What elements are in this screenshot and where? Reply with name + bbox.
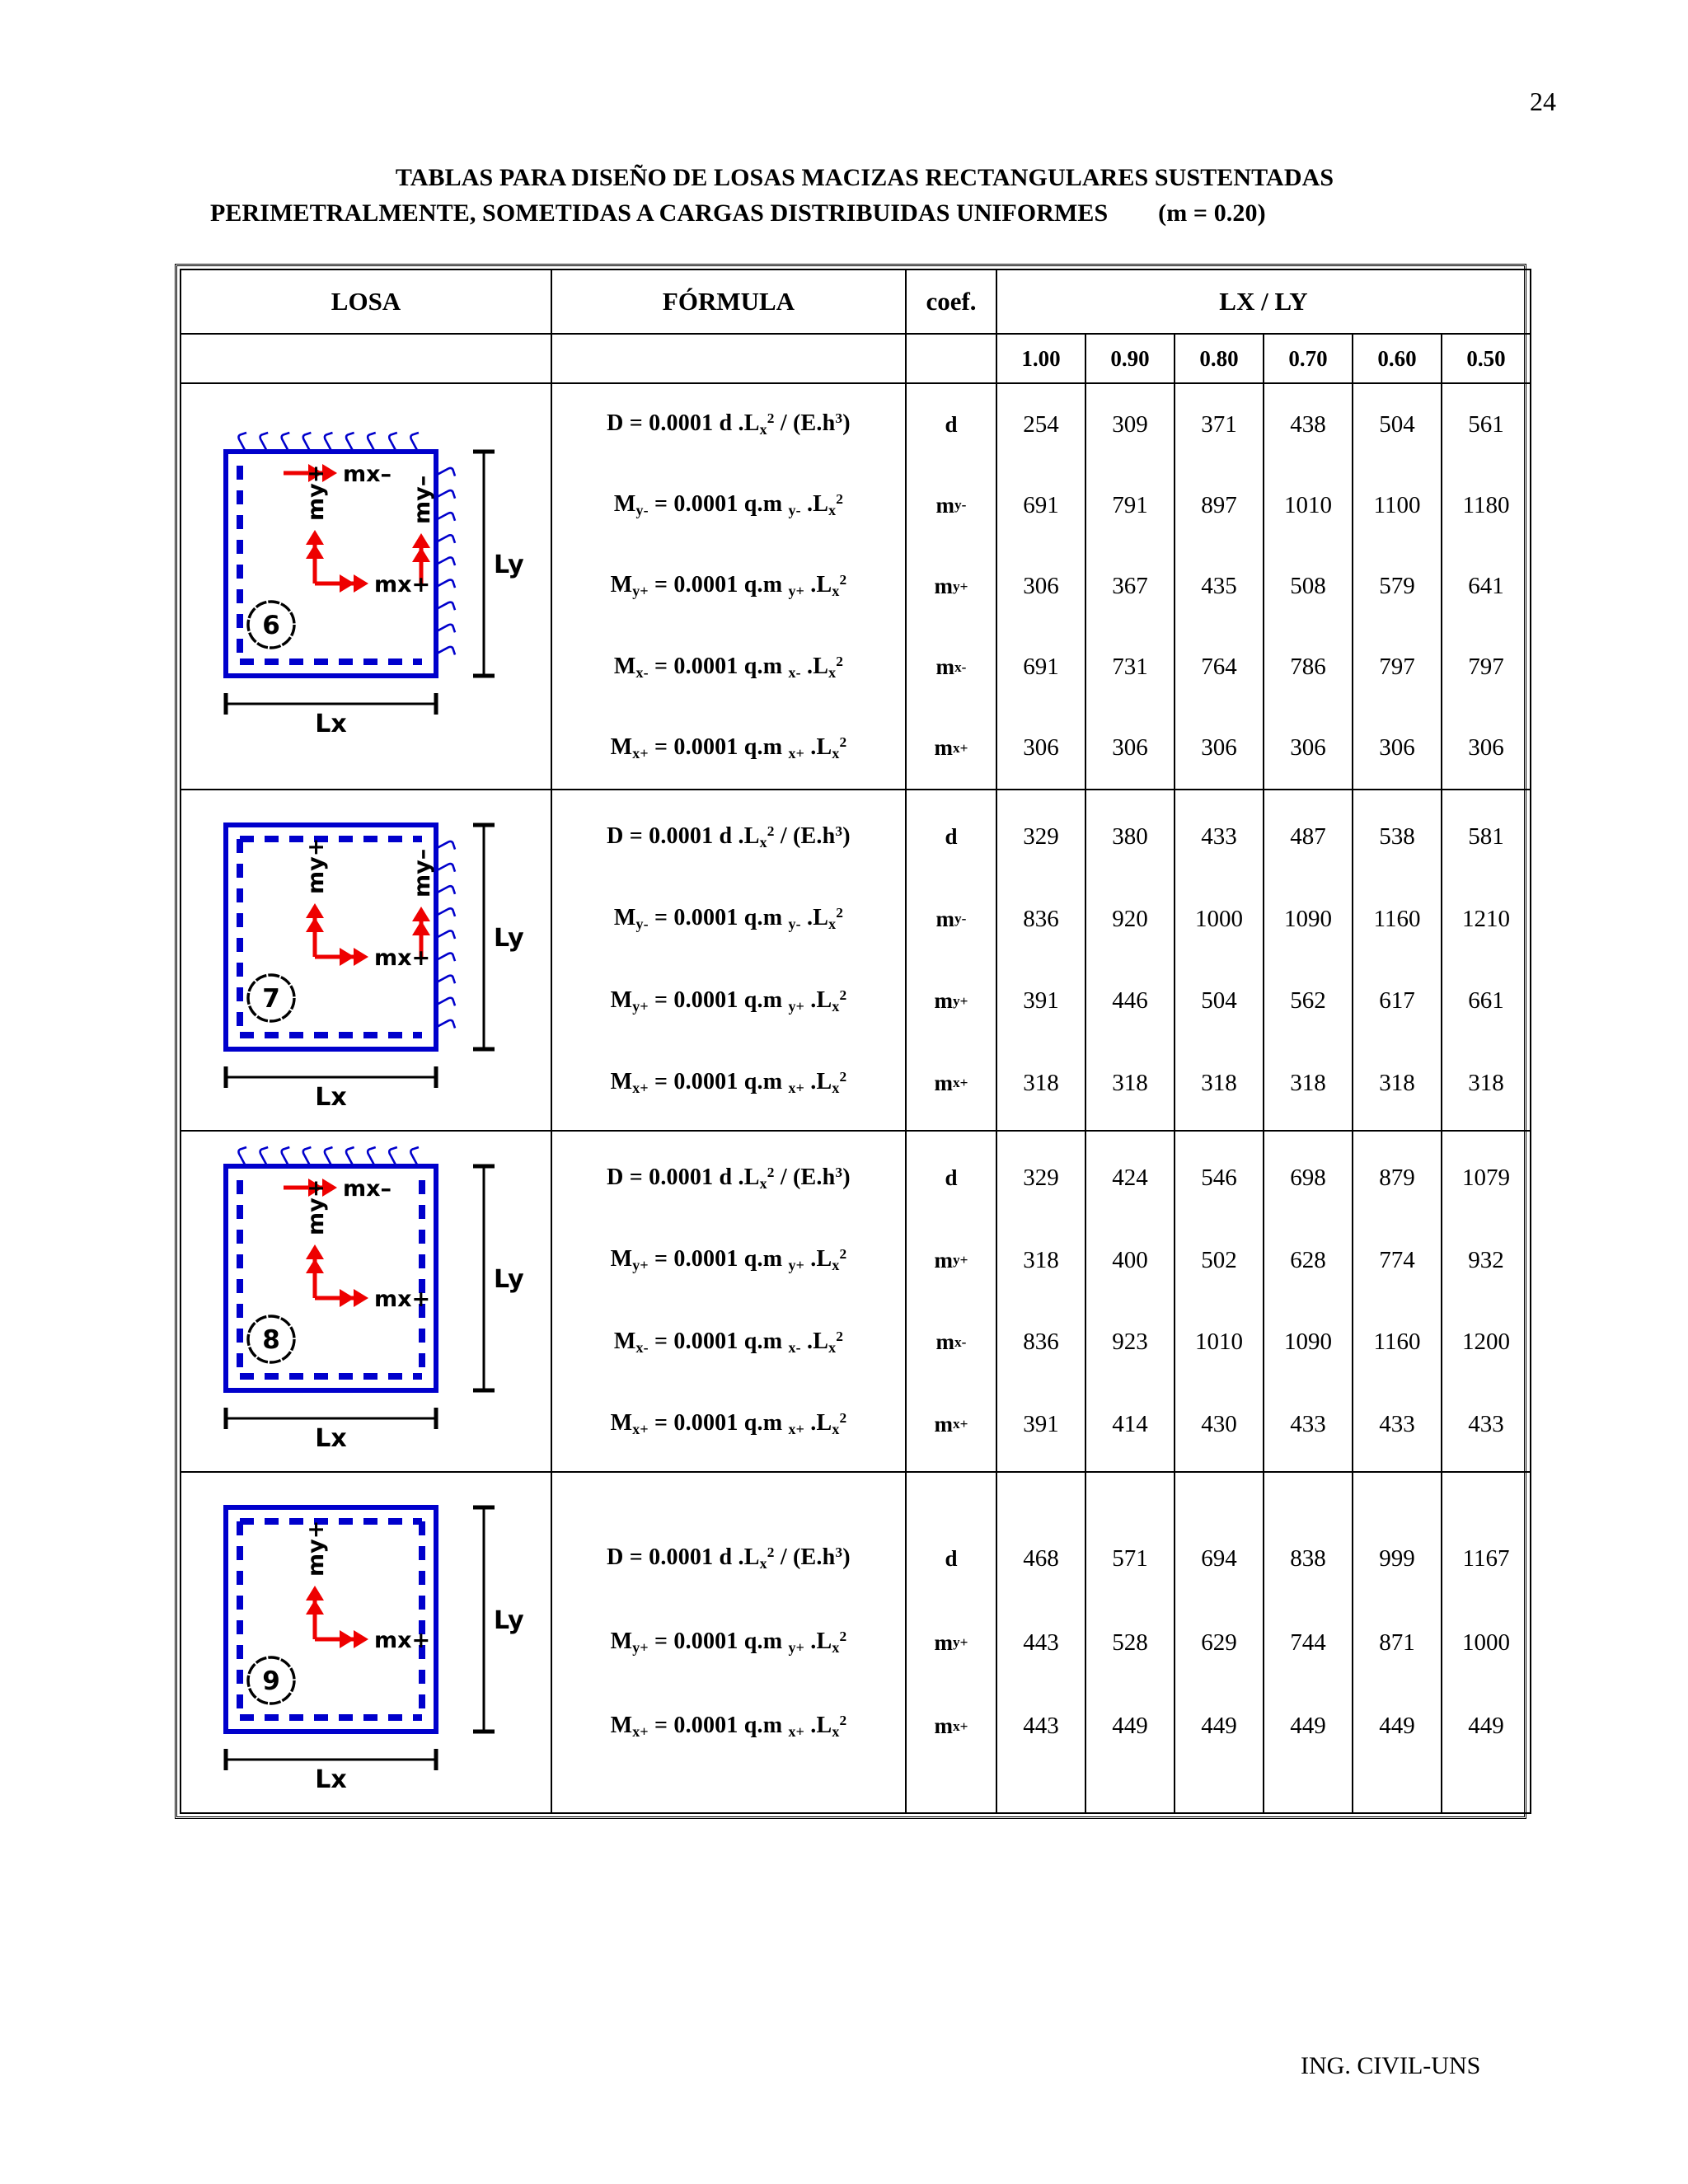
value-cell: 641	[1468, 573, 1504, 599]
value-cell: 430	[1201, 1410, 1237, 1437]
table-body	[181, 383, 1531, 1813]
formula-row	[552, 1137, 905, 1220]
value-cell: 449	[1379, 1713, 1415, 1740]
svg-text:Ly: Ly	[494, 1265, 524, 1294]
value-column-0.80	[1175, 790, 1264, 1131]
value-column-0.50	[1442, 790, 1531, 1131]
footer-text: ING. CIVIL-UNS	[1301, 2052, 1481, 2079]
header-row-main	[181, 269, 1531, 334]
value-column-0.70	[1264, 790, 1353, 1131]
formula-row	[552, 1517, 905, 1601]
value-cell: 306	[1023, 734, 1059, 762]
header-ratio-5: 0.60	[1353, 334, 1442, 383]
value-cell: 435	[1201, 573, 1237, 599]
value-column-0.50	[1442, 383, 1531, 790]
slab-diagram-cell-9	[181, 1472, 551, 1813]
slab-diagram-6	[193, 417, 539, 757]
value-column-0.60	[1353, 790, 1442, 1131]
value-cell: 744	[1290, 1629, 1326, 1656]
value-cell: 449	[1112, 1713, 1148, 1740]
value-cell: 764	[1201, 654, 1237, 681]
value-cell: 871	[1379, 1629, 1415, 1656]
value-cell: 1079	[1462, 1165, 1510, 1192]
coefficient-label: m y-	[935, 492, 967, 518]
formula-text: $M_{y+} = 0.0001$ q.m $_{y+}$ $.L_x^2$	[610, 572, 847, 600]
coefficient-label: m x+	[934, 1713, 968, 1739]
value-cell: 391	[1023, 987, 1059, 1015]
formula-cell	[551, 790, 906, 1131]
slab-case-row	[181, 1472, 1531, 1813]
page-number: 24	[1530, 87, 1556, 116]
title-line-1: TABLAS PARA DISEÑO DE LOSAS MACIZAS RECTANGULARES SUSTENTADAS	[395, 164, 1334, 191]
value-cell: 318	[1290, 1069, 1326, 1096]
document-title	[210, 161, 1496, 231]
coefficient-label: d	[945, 411, 958, 437]
value-cell: 797	[1379, 654, 1415, 681]
formula-row	[552, 1043, 905, 1125]
coefficient-label: m y-	[935, 906, 967, 931]
value-column-0.50	[1442, 1472, 1531, 1813]
value-cell: 329	[1023, 1165, 1059, 1192]
value-cell: 367	[1112, 573, 1148, 599]
value-column-0.90	[1085, 1472, 1175, 1813]
coefficient-label: m x+	[934, 1411, 968, 1436]
formula-text: D = 0.0001 d $.L_x^2 / (E.h^3)$	[607, 1164, 851, 1192]
svg-text:my+: my+	[303, 837, 329, 894]
value-cell: 306	[1112, 734, 1148, 762]
value-cell: 562	[1290, 987, 1326, 1015]
svg-text:my+: my+	[303, 1179, 329, 1235]
value-cell: 581	[1468, 823, 1504, 851]
coefficient-label: d	[945, 824, 958, 850]
value-cell: 1100	[1373, 491, 1421, 518]
coefficient-label: m x-	[935, 1329, 967, 1355]
coefficient-cell	[906, 790, 996, 1131]
value-cell: 449	[1201, 1713, 1237, 1740]
value-cell: 528	[1112, 1629, 1148, 1656]
formula-text: $M_{y+} = 0.0001$ q.m $_{y+}$ $.L_x^2$	[610, 987, 847, 1015]
value-cell: 1160	[1373, 905, 1421, 932]
value-cell: 1160	[1373, 1329, 1421, 1356]
formula-text: $M_{x+} = 0.0001$ q.m $_{x+}$ $.L_x^2$	[610, 1410, 847, 1438]
value-cell: 318	[1468, 1069, 1504, 1096]
value-cell: 1010	[1284, 491, 1332, 518]
slab-diagram-cell-6	[181, 383, 551, 790]
value-cell: 923	[1112, 1329, 1148, 1356]
value-cell: 446	[1112, 987, 1148, 1015]
value-cell: 443	[1023, 1713, 1059, 1740]
coefficient-label: m x+	[934, 1070, 968, 1095]
value-column-1.00	[996, 790, 1085, 1131]
formula-text: D = 0.0001 d $.L_x^2 / (E.h^3)$	[607, 823, 851, 851]
value-cell: 400	[1112, 1246, 1148, 1273]
coefficient-label: m y+	[934, 1629, 968, 1655]
header-losa-blank	[181, 334, 551, 383]
value-cell: 661	[1468, 987, 1504, 1015]
svg-text:Ly: Ly	[494, 1606, 524, 1635]
svg-text:my+: my+	[303, 1520, 329, 1577]
value-cell: 836	[1023, 1329, 1059, 1356]
value-cell: 546	[1201, 1165, 1237, 1192]
formula-text: $M_{y-} = 0.0001$ q.m $_{y-}$ $.L_x^2$	[613, 905, 844, 933]
value-cell: 424	[1112, 1165, 1148, 1192]
header-losa: LOSA	[181, 269, 551, 334]
formula-text: D = 0.0001 d $.L_x^2 / (E.h^3)$	[607, 1544, 851, 1572]
formula-row	[552, 1220, 905, 1302]
formula-row	[552, 708, 905, 789]
value-cell: 920	[1112, 905, 1148, 932]
coefficient-cell	[906, 1131, 996, 1472]
value-cell: 1010	[1195, 1329, 1243, 1356]
value-cell: 698	[1290, 1165, 1326, 1192]
formula-text: $M_{x-} = 0.0001$ q.m $_{x-}$ $.L_x^2$	[613, 653, 844, 681]
coefficient-label: m y+	[934, 1247, 968, 1272]
coefficient-cell	[906, 1472, 996, 1813]
value-cell: 433	[1379, 1410, 1415, 1437]
design-table-frame	[175, 264, 1526, 1819]
header-ratio-6: 0.50	[1442, 334, 1531, 383]
svg-text:my–: my–	[410, 848, 435, 898]
value-cell: 838	[1290, 1544, 1326, 1572]
value-cell: 1090	[1284, 905, 1332, 932]
svg-text:mx+: mx+	[374, 1286, 431, 1312]
value-column-0.60	[1353, 1472, 1442, 1813]
header-row-ratios	[181, 334, 1531, 383]
svg-text:mx–: mx–	[343, 461, 392, 487]
value-cell: 318	[1023, 1246, 1059, 1273]
svg-text:Ly: Ly	[494, 550, 524, 579]
svg-text:mx+: mx+	[374, 945, 431, 971]
formula-text: $M_{x-} = 0.0001$ q.m $_{x-}$ $.L_x^2$	[613, 1328, 844, 1356]
value-cell: 306	[1379, 734, 1415, 762]
formula-cell	[551, 1472, 906, 1813]
svg-text:my+: my+	[303, 464, 329, 521]
formula-row	[552, 627, 905, 708]
formula-row	[552, 1301, 905, 1384]
value-cell: 306	[1290, 734, 1326, 762]
formula-cell	[551, 383, 906, 790]
svg-text:my–: my–	[410, 475, 435, 524]
slab-diagram-cell-8	[181, 1131, 551, 1472]
formula-text: $M_{x+} = 0.0001$ q.m $_{x+}$ $.L_x^2$	[610, 733, 847, 762]
value-cell: 504	[1201, 987, 1237, 1015]
value-cell: 306	[1201, 734, 1237, 762]
value-cell: 786	[1290, 654, 1326, 681]
svg-text:mx–: mx–	[343, 1176, 392, 1202]
header-ratio-4: 0.70	[1264, 334, 1353, 383]
formula-row	[552, 546, 905, 626]
header-coef: coef.	[906, 269, 996, 334]
svg-text:Ly: Ly	[494, 924, 524, 953]
header-formula-blank	[551, 334, 906, 383]
header-formula: FÓRMULA	[551, 269, 906, 334]
value-column-0.90	[1085, 790, 1175, 1131]
value-cell: 1200	[1462, 1329, 1510, 1356]
value-cell: 254	[1023, 410, 1059, 438]
value-cell: 797	[1468, 654, 1504, 681]
svg-text:Lx: Lx	[315, 1765, 347, 1794]
value-cell: 561	[1468, 410, 1504, 438]
value-cell: 318	[1379, 1069, 1415, 1096]
formula-row	[552, 796, 905, 879]
value-column-0.60	[1353, 1131, 1442, 1472]
value-cell: 579	[1379, 573, 1415, 599]
value-cell: 1167	[1462, 1544, 1510, 1572]
value-cell: 897	[1201, 491, 1237, 518]
svg-text:mx+: mx+	[374, 1628, 431, 1653]
value-cell: 731	[1112, 654, 1148, 681]
value-cell: 306	[1023, 573, 1059, 599]
value-cell: 504	[1379, 410, 1415, 438]
formula-cell	[551, 1131, 906, 1472]
value-column-0.80	[1175, 383, 1264, 790]
svg-text:mx+: mx+	[374, 571, 431, 598]
value-column-0.80	[1175, 1472, 1264, 1813]
value-column-0.60	[1353, 383, 1442, 790]
coefficient-label: d	[945, 1165, 958, 1191]
value-cell: 318	[1112, 1069, 1148, 1096]
value-column-0.90	[1085, 1131, 1175, 1472]
value-cell: 443	[1023, 1629, 1059, 1656]
value-cell: 836	[1023, 905, 1059, 932]
value-column-1.00	[996, 1131, 1085, 1472]
value-cell: 629	[1201, 1629, 1237, 1656]
slab-diagram-9	[193, 1473, 539, 1812]
coefficient-cell	[906, 383, 996, 790]
value-column-0.90	[1085, 383, 1175, 790]
slab-diagram-7	[193, 790, 539, 1130]
coefficient-label: m y+	[934, 988, 968, 1014]
formula-row	[552, 384, 905, 465]
formula-row	[552, 879, 905, 961]
coefficient-label: m y+	[934, 574, 968, 598]
value-cell: 694	[1201, 1544, 1237, 1572]
header-ratio-group: LX / LY	[996, 269, 1531, 334]
svg-text:9: 9	[262, 1666, 280, 1696]
formula-row	[552, 1384, 905, 1466]
header-coef-blank	[906, 334, 996, 383]
value-cell: 468	[1023, 1544, 1059, 1572]
formula-text: $M_{x+} = 0.0001$ q.m $_{x+}$ $.L_x^2$	[610, 1069, 847, 1097]
svg-text:8: 8	[262, 1325, 280, 1355]
value-column-0.80	[1175, 1131, 1264, 1472]
value-column-0.70	[1264, 383, 1353, 790]
formula-row	[552, 465, 905, 546]
slab-case-row	[181, 1131, 1531, 1472]
value-cell: 318	[1023, 1069, 1059, 1096]
coefficient-label: m x-	[935, 654, 967, 680]
formula-text: D = 0.0001 d $.L_x^2 / (E.h^3)$	[607, 410, 851, 438]
value-cell: 306	[1468, 734, 1504, 762]
value-cell: 433	[1468, 1410, 1504, 1437]
value-cell: 508	[1290, 573, 1326, 599]
svg-text:6: 6	[262, 610, 280, 640]
coefficient-label: d	[945, 1545, 958, 1571]
svg-text:7: 7	[262, 984, 280, 1014]
coefficient-label: m x+	[934, 735, 968, 761]
value-cell: 999	[1379, 1544, 1415, 1572]
value-cell: 449	[1468, 1713, 1504, 1740]
value-cell: 791	[1112, 491, 1148, 518]
slab-diagram-cell-7	[181, 790, 551, 1131]
value-cell: 1180	[1462, 491, 1510, 518]
value-cell: 391	[1023, 1410, 1059, 1437]
slab-case-row	[181, 790, 1531, 1131]
value-cell: 628	[1290, 1246, 1326, 1273]
value-cell: 487	[1290, 823, 1326, 851]
value-cell: 502	[1201, 1246, 1237, 1273]
value-cell: 438	[1290, 410, 1326, 438]
svg-text:Lx: Lx	[315, 1424, 347, 1453]
value-cell: 691	[1023, 491, 1059, 518]
value-cell: 1000	[1195, 905, 1243, 932]
value-cell: 538	[1379, 823, 1415, 851]
svg-text:Lx: Lx	[315, 709, 347, 738]
value-cell: 318	[1201, 1069, 1237, 1096]
value-cell: 1000	[1462, 1629, 1510, 1656]
formula-row	[552, 1601, 905, 1685]
value-cell: 449	[1290, 1713, 1326, 1740]
value-cell: 932	[1468, 1246, 1504, 1273]
svg-text:Lx: Lx	[315, 1083, 347, 1112]
value-column-0.70	[1264, 1131, 1353, 1472]
formula-text: $M_{y+} = 0.0001$ q.m $_{y+}$ $.L_x^2$	[610, 1246, 847, 1274]
title-line-2: PERIMETRALMENTE, SOMETIDAS A CARGAS DISTRIBUIDAS UNIFORMES (m = 0.20)	[210, 199, 1266, 227]
formula-row	[552, 1685, 905, 1769]
formula-text: $M_{y-} = 0.0001$ q.m $_{y-}$ $.L_x^2$	[613, 491, 844, 519]
formula-text: $M_{x+} = 0.0001$ q.m $_{x+}$ $.L_x^2$	[610, 1712, 847, 1740]
value-cell: 329	[1023, 823, 1059, 851]
header-ratio-1: 1.00	[996, 334, 1085, 383]
value-cell: 414	[1112, 1410, 1148, 1437]
value-cell: 433	[1201, 823, 1237, 851]
value-cell: 309	[1112, 410, 1148, 438]
value-column-1.00	[996, 383, 1085, 790]
formula-text: $M_{y+} = 0.0001$ q.m $_{y+}$ $.L_x^2$	[610, 1628, 847, 1657]
value-cell: 879	[1379, 1165, 1415, 1192]
header-ratio-2: 0.90	[1085, 334, 1175, 383]
slab-diagram-8	[193, 1132, 539, 1471]
value-cell: 571	[1112, 1544, 1148, 1572]
formula-row	[552, 960, 905, 1043]
header-ratio-3: 0.80	[1175, 334, 1264, 383]
value-cell: 371	[1201, 410, 1237, 438]
table-head	[181, 269, 1531, 383]
value-cell: 433	[1290, 1410, 1326, 1437]
value-cell: 774	[1379, 1246, 1415, 1273]
value-column-1.00	[996, 1472, 1085, 1813]
value-cell: 691	[1023, 654, 1059, 681]
value-cell: 1210	[1462, 905, 1510, 932]
slab-case-row	[181, 383, 1531, 790]
value-column-0.50	[1442, 1131, 1531, 1472]
value-cell: 380	[1112, 823, 1148, 851]
value-cell: 1090	[1284, 1329, 1332, 1356]
value-column-0.70	[1264, 1472, 1353, 1813]
value-cell: 617	[1379, 987, 1415, 1015]
design-table	[180, 269, 1531, 1814]
